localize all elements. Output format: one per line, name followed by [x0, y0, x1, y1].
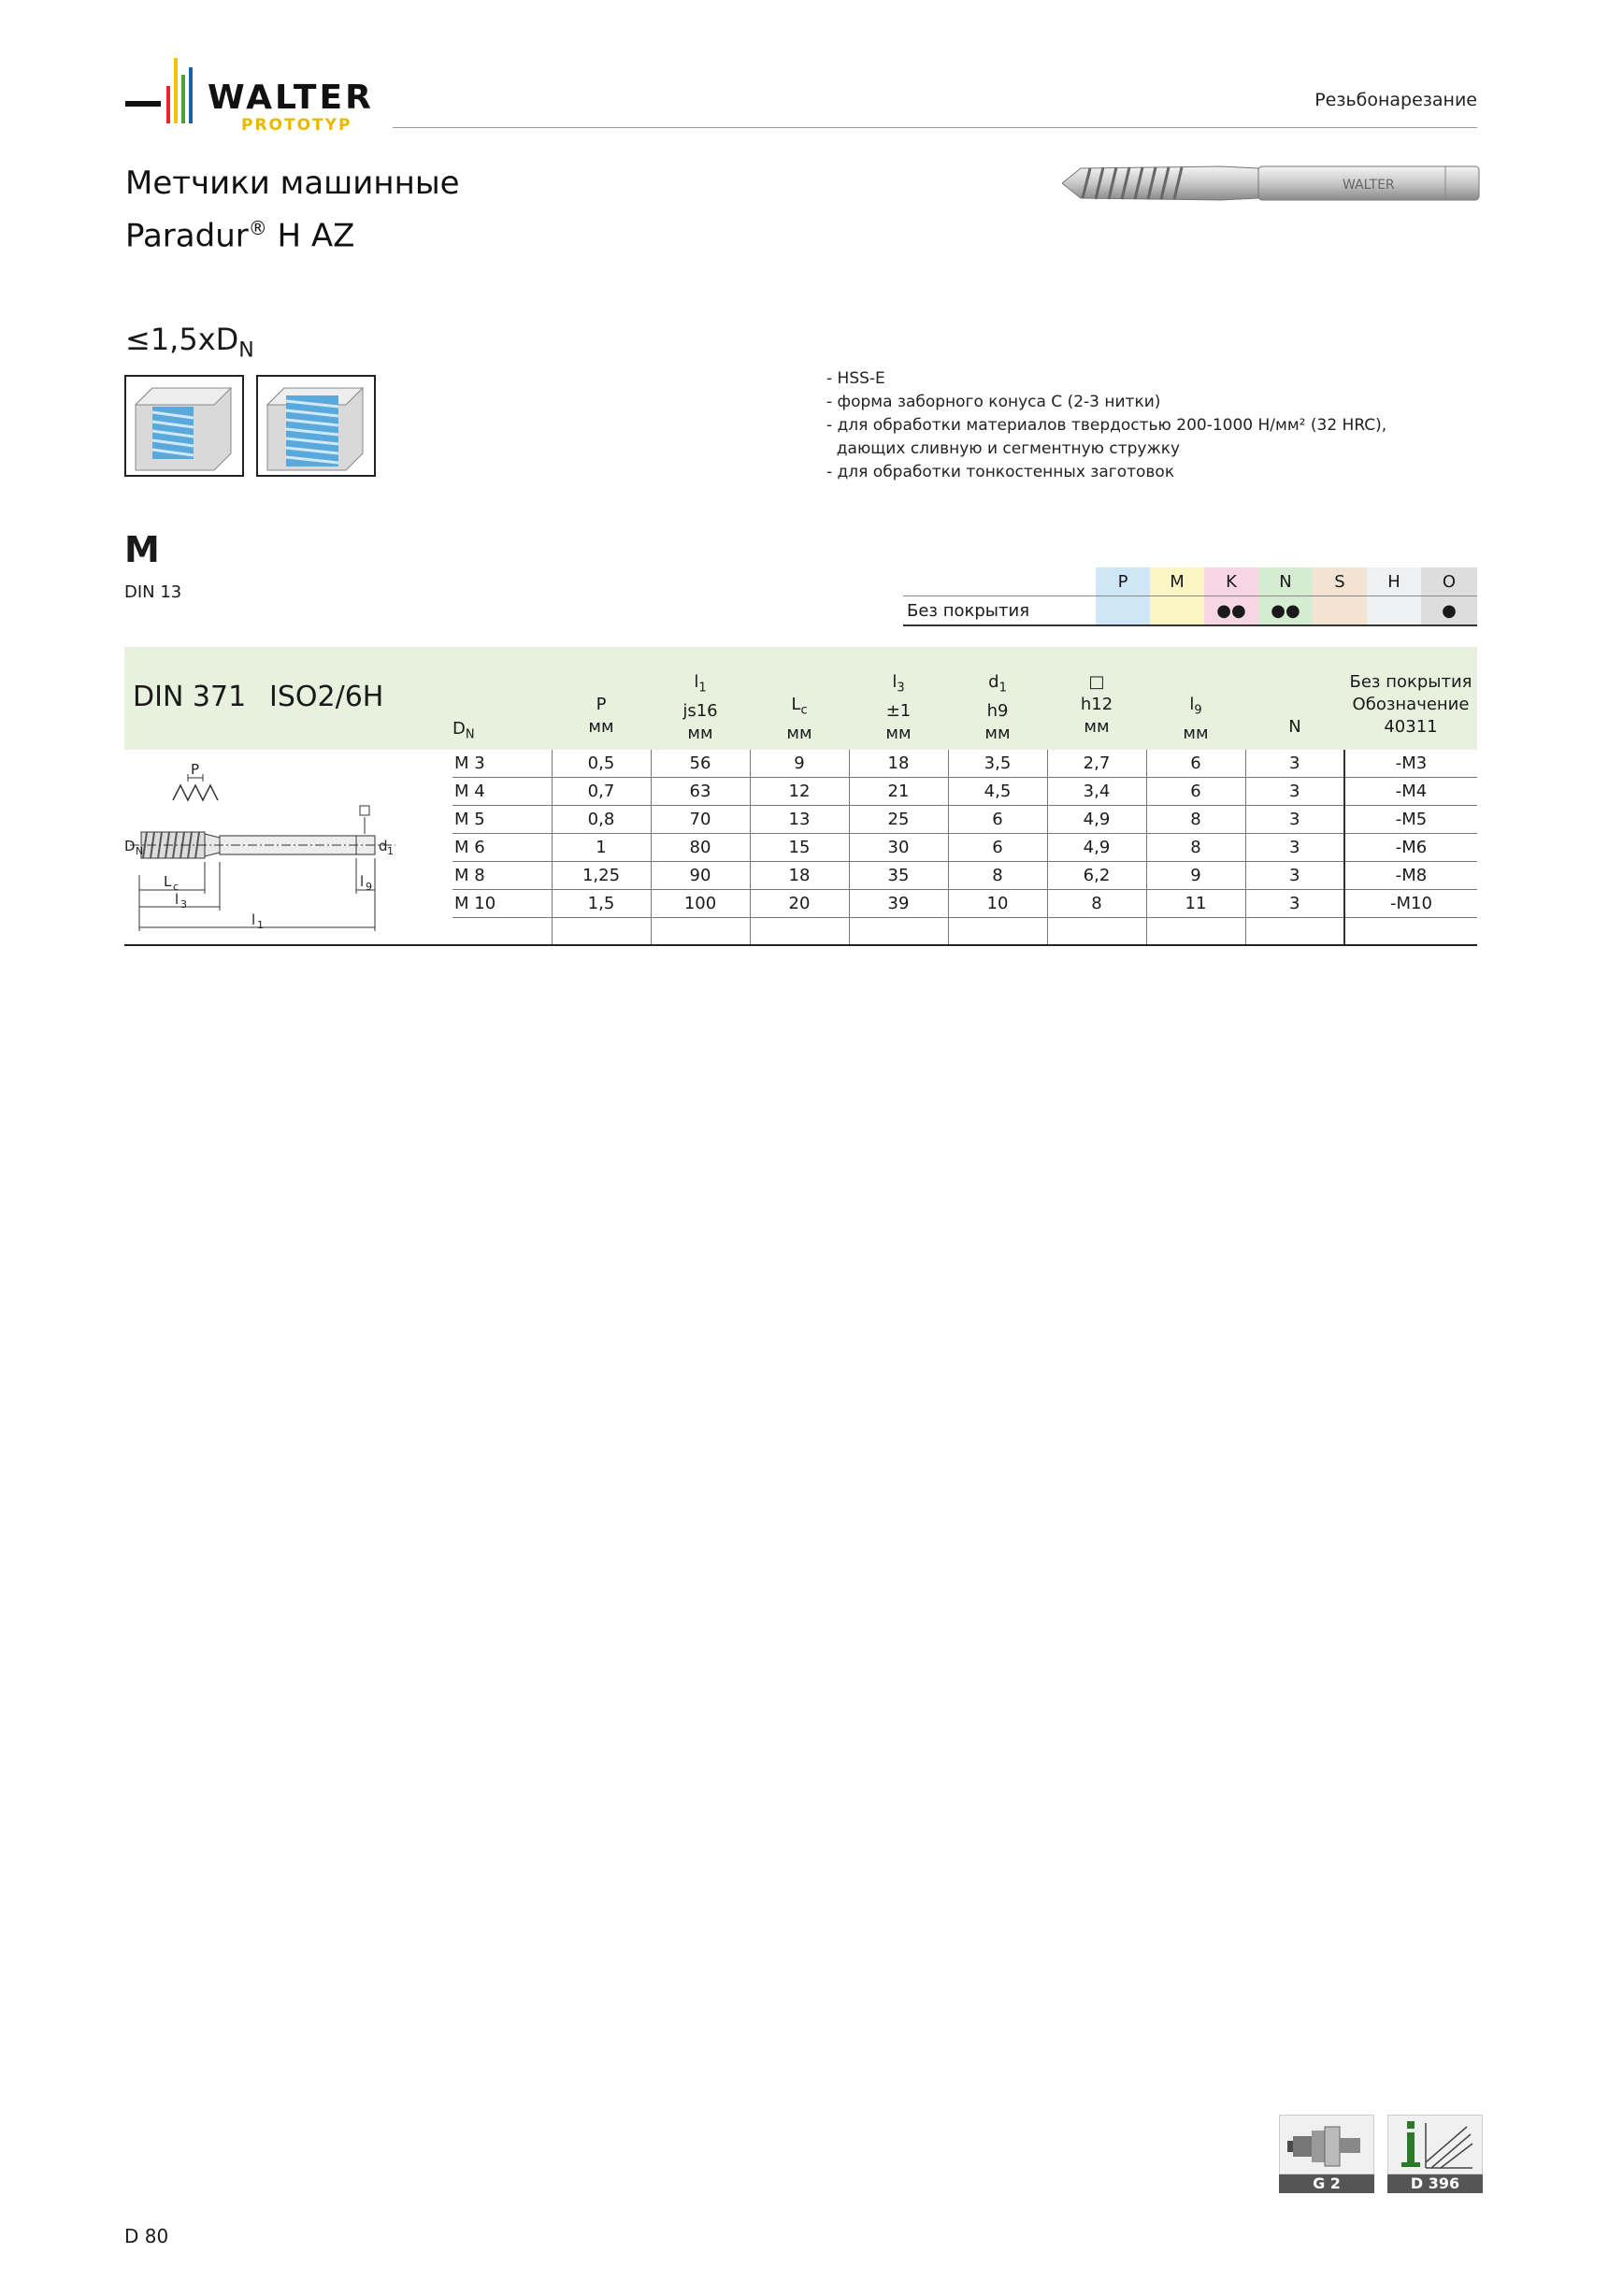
- drawing-label-p: P: [191, 761, 200, 778]
- table-cell: M 6: [452, 834, 552, 862]
- material-group-n: N: [1258, 567, 1313, 596]
- col-header-square: □ h12 мм: [1080, 672, 1113, 737]
- table-cell: 8: [1146, 834, 1245, 862]
- suitability-h: [1367, 596, 1421, 626]
- drawing-label-lc: L: [164, 873, 172, 890]
- material-group-o: O: [1421, 567, 1477, 596]
- table-row: [452, 750, 1477, 778]
- table-cell: 8: [948, 862, 1047, 890]
- table-cell: [1047, 918, 1146, 946]
- table-cell: 4,9: [1047, 834, 1146, 862]
- col-header-l9: $l_9$ мм: [1183, 695, 1209, 743]
- table-cell: 6: [1146, 750, 1245, 778]
- thread-standard: DIN 13: [124, 582, 182, 602]
- table-cell: -M8: [1344, 862, 1477, 890]
- table-cell: -M4: [1344, 778, 1477, 806]
- svg-text:1: 1: [257, 919, 264, 931]
- table-cell: [1146, 918, 1245, 946]
- table-cell: 4,5: [948, 778, 1047, 806]
- svg-text:1: 1: [387, 845, 394, 857]
- material-group-s: S: [1313, 567, 1367, 596]
- table-cell: -M6: [1344, 834, 1477, 862]
- header-rule: [393, 127, 1477, 128]
- table-cell: 30: [849, 834, 948, 862]
- table-row: [452, 778, 1477, 806]
- drawing-label-l1: l: [251, 911, 256, 928]
- table-cell: -M10: [1344, 890, 1477, 918]
- table-cell: 1,25: [552, 862, 651, 890]
- table-cell: 8: [1146, 806, 1245, 834]
- table-cell: M 5: [452, 806, 552, 834]
- drawing-label-l3: l: [175, 891, 180, 908]
- table-tolerance: ISO2/6H: [269, 681, 384, 713]
- col-header-dn: $D_N$: [452, 719, 475, 742]
- table-cell: M 4: [452, 778, 552, 806]
- svg-text:c: c: [173, 881, 180, 893]
- thread-type-letter: M: [124, 529, 160, 570]
- table-cell: 100: [651, 890, 750, 918]
- title-line-2: Paradur® H AZ: [125, 217, 355, 255]
- table-cell: [750, 918, 849, 946]
- table-cell: 35: [849, 862, 948, 890]
- table-cell: [849, 918, 948, 946]
- table-cell: 3: [1245, 750, 1344, 778]
- table-cell: 3: [1245, 778, 1344, 806]
- suitability-p: [1096, 596, 1150, 626]
- table-cell: 0,7: [552, 778, 651, 806]
- logo-line: [125, 101, 161, 107]
- table-cell: 56: [651, 750, 750, 778]
- table-cell: [651, 918, 750, 946]
- table-cell: 3: [1245, 806, 1344, 834]
- table-row: [452, 806, 1477, 834]
- table-cell: 25: [849, 806, 948, 834]
- table-cell: 10: [948, 890, 1047, 918]
- table-cell: M 3: [452, 750, 552, 778]
- suitability-o: ●: [1421, 596, 1477, 626]
- col-header-d1: $d_1$ h9 мм: [984, 672, 1011, 743]
- dimension-table: [452, 750, 1477, 946]
- svg-text:9: 9: [366, 881, 372, 893]
- feature-item: дающих сливную и сегментную стружку: [826, 439, 1181, 458]
- adapter-reference-label: G 2: [1279, 2174, 1374, 2193]
- table-bottom-rule: [124, 944, 1477, 946]
- table-cell: 21: [849, 778, 948, 806]
- table-cell: 9: [1146, 862, 1245, 890]
- table-cell: 13: [750, 806, 849, 834]
- table-cell: [452, 918, 552, 946]
- logo-color-bars: [166, 58, 204, 123]
- tap-dimension-drawing: [124, 753, 405, 940]
- table-cell: -M5: [1344, 806, 1477, 834]
- suitability-m: [1150, 596, 1204, 626]
- adapter-reference-icon[interactable]: [1279, 2115, 1374, 2193]
- svg-text:WALTER: WALTER: [1343, 178, 1395, 193]
- table-cell: [948, 918, 1047, 946]
- col-header-l1: $l_1$ js16 мм: [682, 672, 718, 743]
- suitability-n: ●●: [1258, 596, 1313, 626]
- table-cell: M 8: [452, 862, 552, 890]
- table-cell: 3,4: [1047, 778, 1146, 806]
- table-cell: 1,5: [552, 890, 651, 918]
- page-number: D 80: [124, 2225, 169, 2247]
- drawing-label-l9: l: [360, 873, 365, 890]
- col-header-l3: $l_3$ ±1 мм: [885, 672, 912, 743]
- drawing-label-dn: D: [124, 838, 136, 854]
- title-line-1: Метчики машинные: [125, 165, 460, 202]
- table-cell: 12: [750, 778, 849, 806]
- suitability-k: ●●: [1204, 596, 1258, 626]
- tap-product-image: [1062, 155, 1483, 211]
- col-header-p: P мм: [588, 695, 614, 737]
- table-cell: 18: [750, 862, 849, 890]
- table-cell: 3: [1245, 890, 1344, 918]
- suitability-s: [1313, 596, 1367, 626]
- coating-label: Без покрытия: [903, 596, 1096, 626]
- material-group-k: K: [1204, 567, 1258, 596]
- table-cell: 20: [750, 890, 849, 918]
- svg-text:3: 3: [180, 898, 187, 911]
- table-standard: DIN 371: [133, 681, 247, 713]
- table-cell: 11: [1146, 890, 1245, 918]
- thread-depth-label: $\le 1,5xD_N$: [125, 322, 254, 363]
- table-cell: [1245, 918, 1344, 946]
- table-cell: [552, 918, 651, 946]
- feature-list: [826, 367, 1386, 484]
- walter-logo: [125, 58, 406, 133]
- table-cell: 80: [651, 834, 750, 862]
- table-cell: M 10: [452, 890, 552, 918]
- col-header-coating: Без покрытия Обозначение 40311: [1349, 672, 1472, 737]
- logo-brand: WALTER: [208, 79, 374, 117]
- table-cell: -M3: [1344, 750, 1477, 778]
- table-cell: 15: [750, 834, 849, 862]
- info-reference-label: D 396: [1387, 2174, 1483, 2193]
- table-cell: 4,9: [1047, 806, 1146, 834]
- table-cell: 3: [1245, 834, 1344, 862]
- table-cell: 18: [849, 750, 948, 778]
- table-cell: 0,8: [552, 806, 651, 834]
- feature-item: - HSS-E: [826, 369, 885, 388]
- material-group-m: M: [1150, 567, 1204, 596]
- table-cell: 3,5: [948, 750, 1047, 778]
- col-header-n: N: [1288, 717, 1301, 737]
- table-row: [452, 834, 1477, 862]
- table-cell: 39: [849, 890, 948, 918]
- table-cell: 6: [948, 834, 1047, 862]
- table-cell: 2,7: [1047, 750, 1146, 778]
- material-group-h: H: [1367, 567, 1421, 596]
- blind-hole-icon: [124, 375, 244, 477]
- through-hole-icon: [256, 375, 376, 477]
- page-title: [125, 161, 460, 258]
- table-cell: 63: [651, 778, 750, 806]
- table-row: [452, 890, 1477, 918]
- table-row: [452, 918, 1477, 946]
- material-group-p: P: [1096, 567, 1150, 596]
- table-cell: 8: [1047, 890, 1146, 918]
- table-cell: 70: [651, 806, 750, 834]
- table-cell: 6: [948, 806, 1047, 834]
- feature-item: - форма заборного конуса C (2-3 нитки): [826, 393, 1161, 411]
- table-cell: 1: [552, 834, 651, 862]
- table-cell: 90: [651, 862, 750, 890]
- table-cell: 0,5: [552, 750, 651, 778]
- info-reference-icon[interactable]: [1387, 2115, 1483, 2193]
- drawing-label-d1: d: [379, 838, 388, 854]
- table-cell: 6,2: [1047, 862, 1146, 890]
- table-row: [452, 862, 1477, 890]
- feature-item: - для обработки тонкостенных заготовок: [826, 463, 1175, 481]
- table-cell: 9: [750, 750, 849, 778]
- table-cell: [1344, 918, 1477, 946]
- svg-text:N: N: [136, 845, 144, 857]
- feature-item: - для обработки материалов твердостью 200-1000 Н/мм² (32 HRC),: [826, 416, 1387, 435]
- material-group-table: [903, 567, 1477, 626]
- table-cell: 6: [1146, 778, 1245, 806]
- table-cell: 3: [1245, 862, 1344, 890]
- section-label: Резьбонарезание: [1314, 90, 1477, 110]
- logo-subbrand: PROTOTYP: [241, 116, 352, 135]
- col-header-lc: $L_c$ мм: [786, 695, 812, 743]
